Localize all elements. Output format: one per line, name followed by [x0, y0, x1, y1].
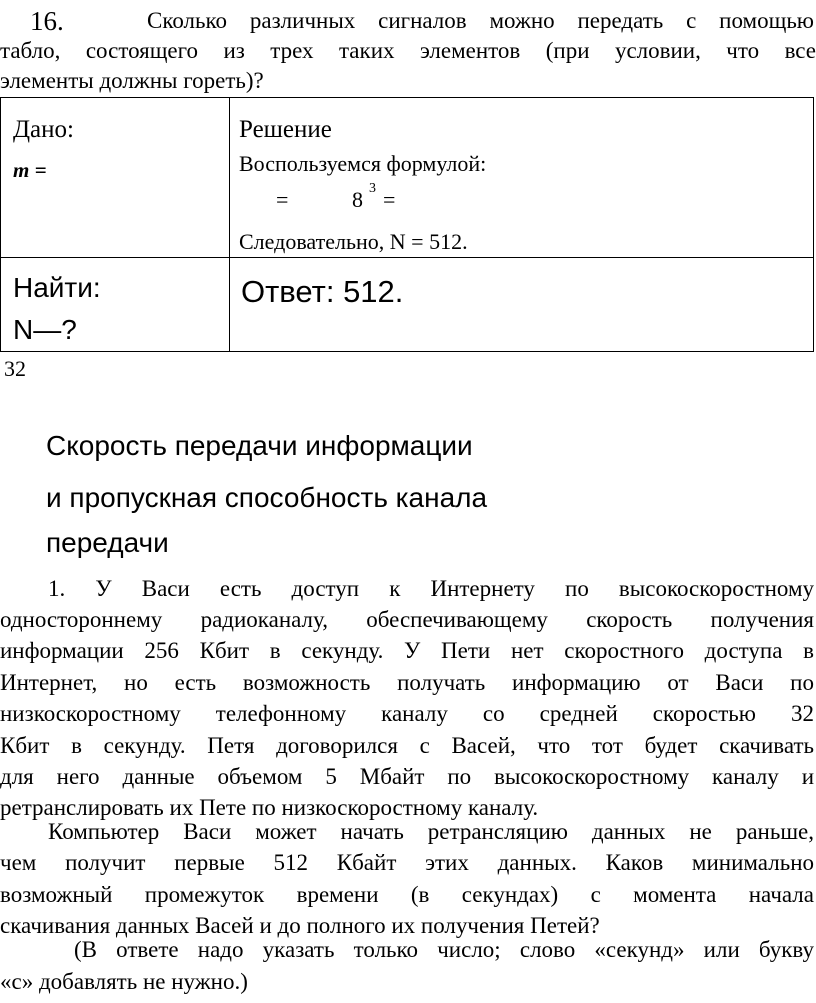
formula-exponent: 3 — [369, 181, 376, 196]
body-text-line: возможный промежуток времени (в секундах) с момента начала — [0, 882, 814, 907]
section-heading-line: Скорость передачи информации — [46, 430, 473, 461]
find-variable: N—? — [13, 314, 77, 345]
problem-text-line: Сколько различных сигналов можно передать с помощью — [147, 8, 814, 33]
formula-equals: = — [276, 187, 289, 212]
table-row-divider — [1, 257, 813, 258]
body-text-line: Интернет, но есть возможность получать информацию от Васи по — [0, 670, 814, 695]
body-text-line: 1. У Васи есть доступ к Интернету по высокоскоростному — [48, 576, 814, 601]
problem-number: 16. — [30, 6, 64, 36]
body-text-line: низкоскоростному телефонному каналу со средней скоростью 32 — [0, 701, 814, 726]
solution-table — [0, 97, 814, 352]
body-text-line: для него данные объемом 5 Мбайт по высокоскоростному каналу и — [0, 764, 814, 789]
page-number: 32 — [4, 356, 26, 381]
solution-label: Решение — [239, 116, 332, 143]
given-variable: m = — [13, 158, 47, 182]
body-text-line: одностороннему радиоканалу, обеспечивающему скорость получения — [0, 607, 814, 632]
body-text-line: Компьютер Васи может начать ретрансляцию данных не раньше, — [48, 819, 814, 844]
formula-base: 8 — [352, 187, 363, 212]
formula-equals: = — [383, 187, 396, 212]
body-text-line: скачивания данных Васей и до полного их получения Петей? — [0, 913, 600, 938]
given-label: Дано: — [13, 116, 74, 143]
answer-text: Ответ: 512. — [241, 274, 404, 309]
problem-text-line: табло, состоящего из трех таких элементов (при условии, что все — [0, 38, 816, 63]
section-heading-line: и пропускная способность канала — [46, 482, 488, 513]
body-text-line: «с» добавлять не нужно.) — [0, 969, 248, 994]
body-text-line: (В ответе надо указать только число; слово «секунд» или букву — [74, 937, 814, 962]
body-text-line: информации 256 Кбит в секунду. У Пети нет скоростного доступа в — [0, 638, 814, 663]
body-text-line: ретранслировать их Пете по низкоскоростному каналу. — [0, 795, 539, 820]
table-column-divider — [229, 98, 230, 351]
solution-conclusion: Следовательно, N = 512. — [239, 229, 468, 254]
section-heading-line: передачи — [46, 527, 169, 558]
body-text-line: Кбит в секунду. Петя договорился с Васей, что тот будет скачивать — [0, 733, 814, 758]
problem-text-line: элементы должны гореть)? — [0, 68, 264, 93]
body-text-line: чем получит первые 512 Кбайт этих данных. Каков минимально — [0, 850, 814, 875]
find-label: Найти: — [13, 272, 101, 303]
formula-intro: Воспользуемся формулой: — [239, 151, 487, 176]
